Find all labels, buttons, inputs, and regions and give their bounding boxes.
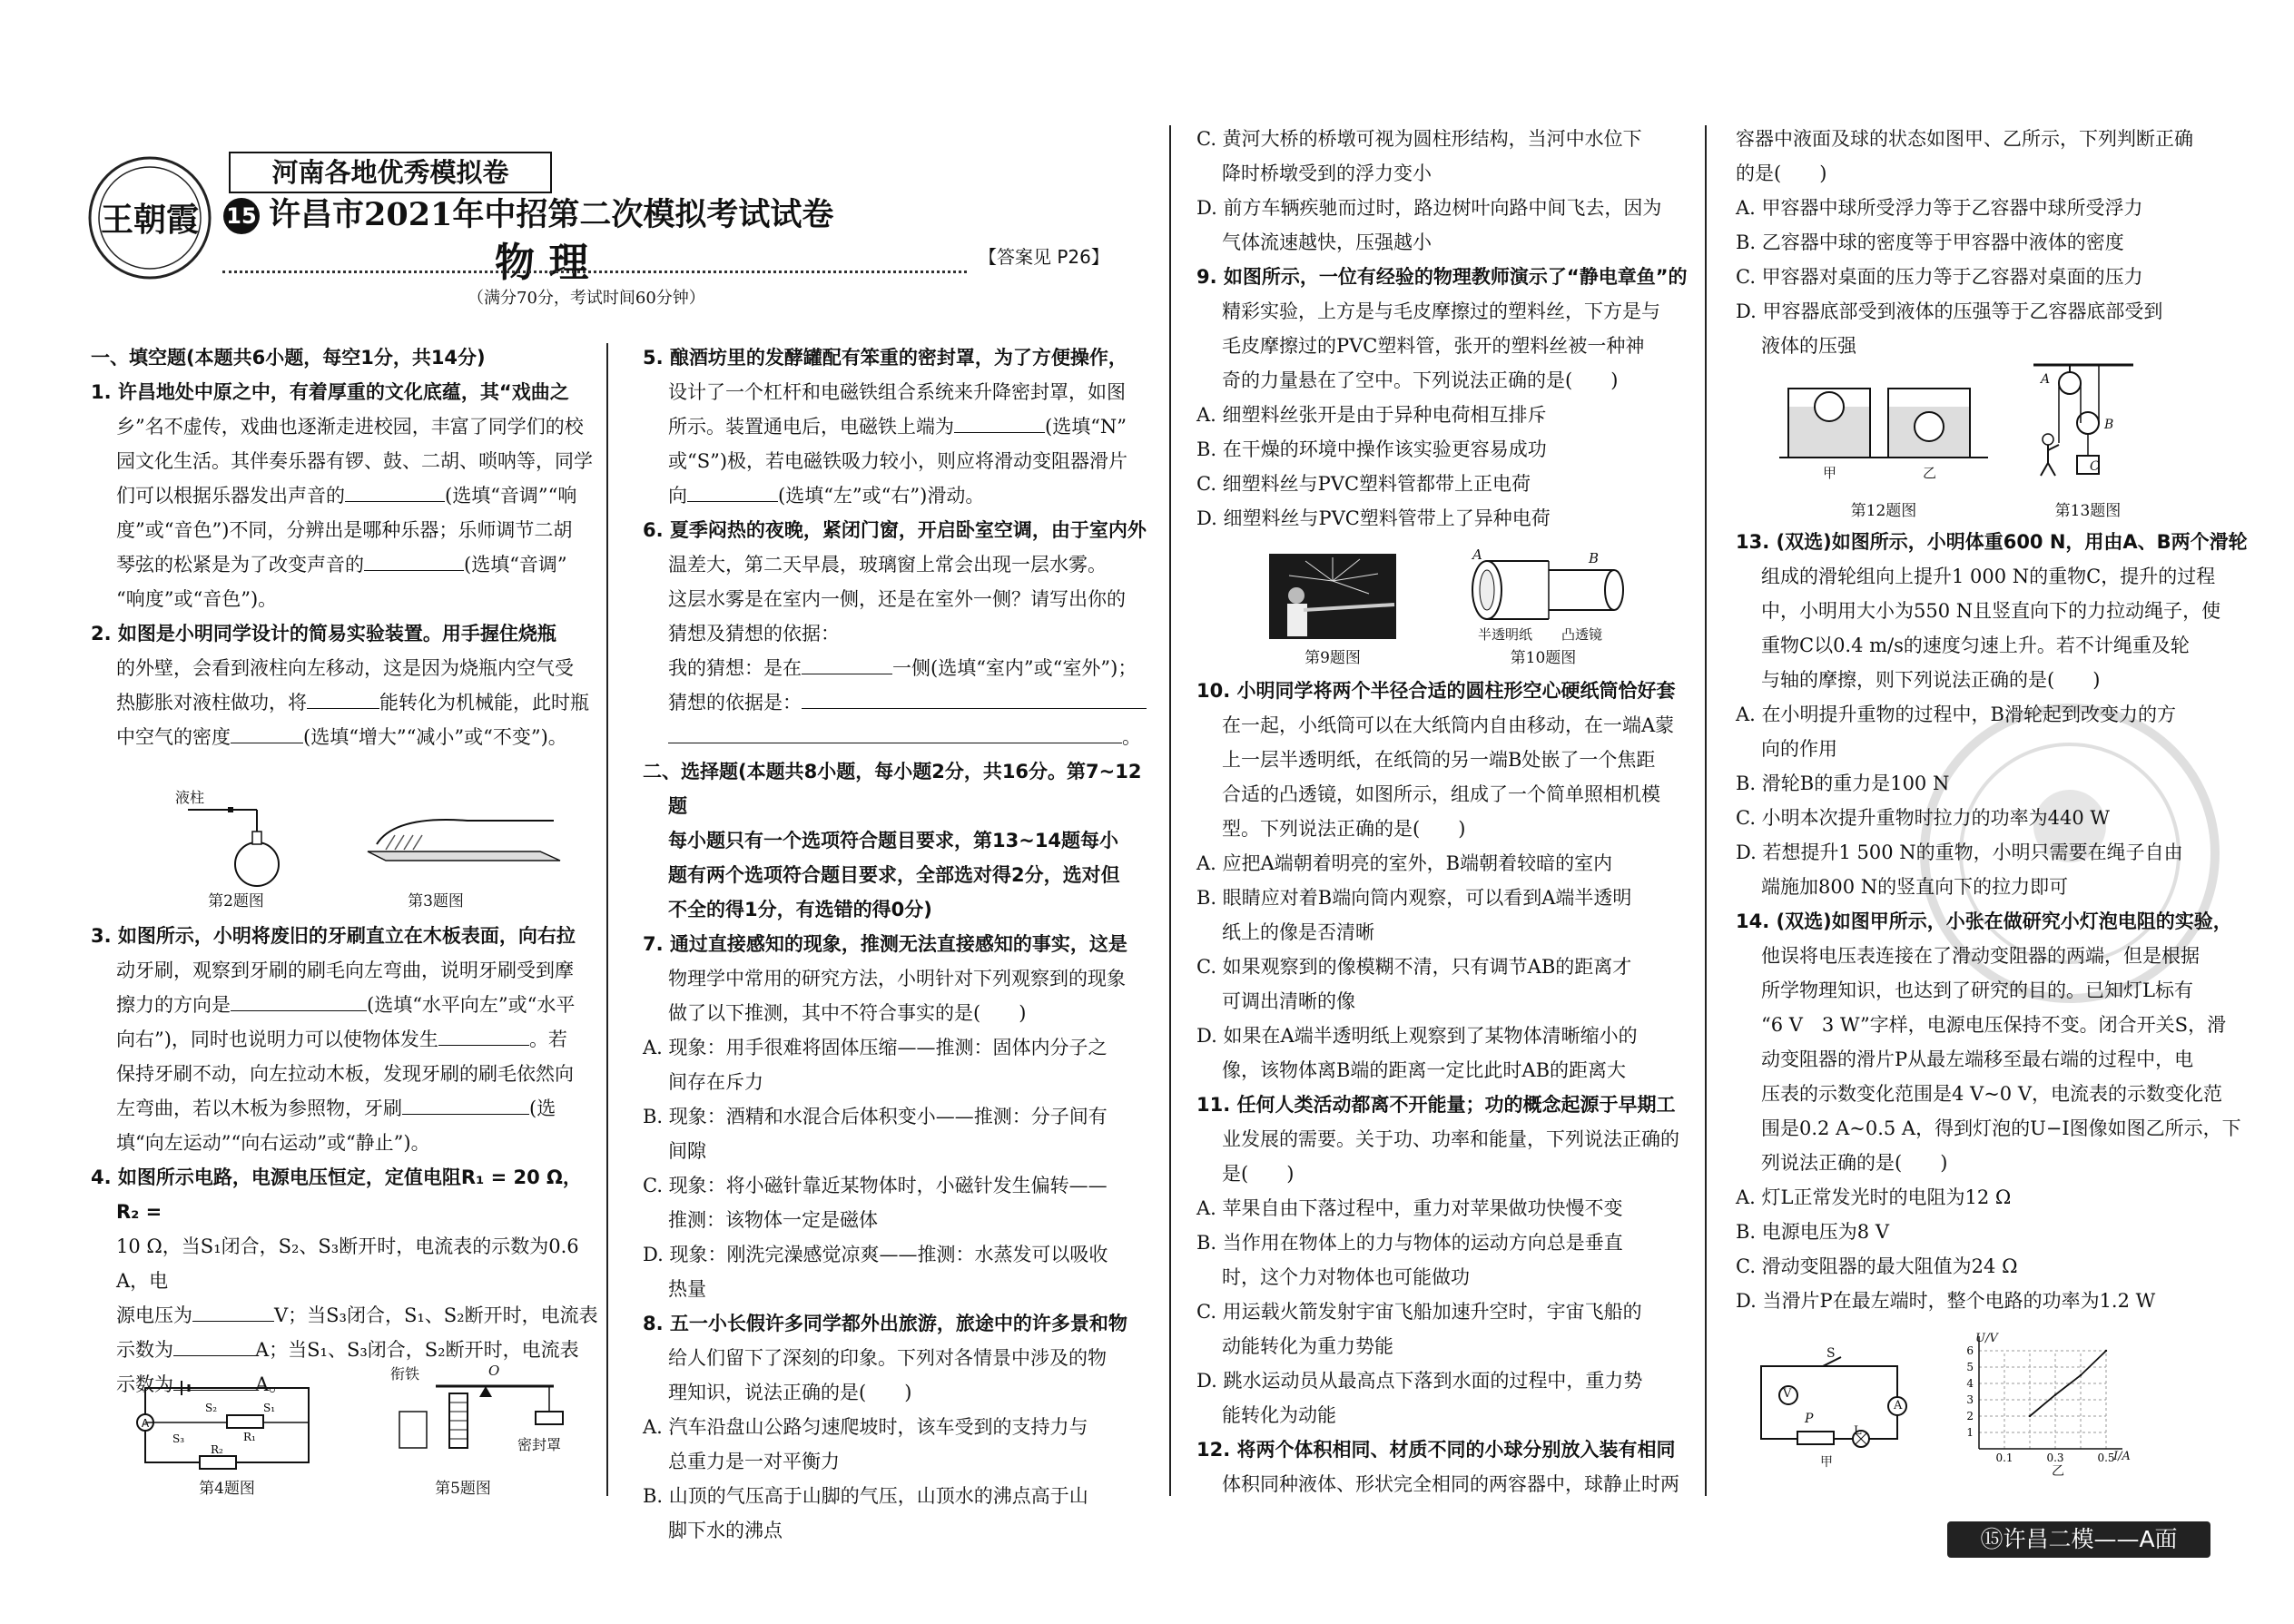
data-point bbox=[2054, 1393, 2056, 1395]
figure-9-caption: 第9题图 bbox=[1305, 649, 1361, 667]
figure-2 bbox=[177, 790, 286, 890]
column-divider bbox=[606, 343, 608, 1496]
question-14-option-a[interactable]: A. 灯L正常发光时的电阻为12 Ω bbox=[1736, 1186, 2012, 1208]
question-8: 8. 五一小长假许多同学都外出旅游，旅途中的许多景和物 给人们留下了深刻的印象。下列对各情景中涉及的物 理知识，说法正确的是( ) bbox=[643, 1313, 1127, 1403]
svg-text:A: A bbox=[141, 1417, 150, 1430]
column-4 bbox=[1736, 122, 2253, 363]
question-1: 1. 许昌地处中原之中，有着厚重的文化底蕴，其“戏曲之 乡”名不虚传，戏曲也逐渐走进校园，丰富了同学们的校 园文化生活。其伴奏乐器有锣、鼓、二胡、唢呐等，同学 们可以根据乐器发出声音的 (选填“音调”“响 度”或“音色”)不同，分辨出是哪种乐器；乐师调节二胡 琴弦的松紧是为了改变声音的 (选填“音调” “响度”或“音色”)。 bbox=[91, 381, 593, 610]
y-tick-label: 3 bbox=[1966, 1393, 1974, 1406]
brand-logo bbox=[86, 154, 213, 281]
answer-blank[interactable] bbox=[954, 413, 1045, 433]
question-9-option-d[interactable]: D. 细塑料丝与PVC塑料管带上了异种电荷 bbox=[1196, 507, 1551, 529]
fig10-label-a: A bbox=[1472, 546, 1482, 563]
series-title: 河南各地优秀模拟卷 bbox=[271, 157, 509, 188]
answer-blank[interactable] bbox=[173, 1336, 255, 1356]
fig12-label-yi: 乙 bbox=[1923, 465, 1937, 481]
question-10-option-d[interactable]: D. 如果在A端半透明纸上观察到了某物体清晰缩小的 像，该物体离B端的距离一定比此时AB的距离大 bbox=[1196, 1025, 1638, 1081]
fig13-label-b: B bbox=[2104, 418, 2114, 432]
exam-title: 许昌市2021年中招第二次模拟考试试卷 bbox=[269, 196, 834, 233]
subject-title: 物 理 bbox=[495, 240, 589, 286]
figure-14-circuit bbox=[1752, 1348, 1915, 1471]
section-2-title: 二、选择题(本题共8小题，每小题2分，共16分。第7~12题 每小题只有一个选项符合题目要求，第13~14题每小 题有两个选项符合题目要求，全部选对得2分，选对但 不全的得1分，有选错的得0分) bbox=[643, 761, 1142, 920]
column-divider bbox=[1169, 125, 1171, 1496]
answer-blank[interactable] bbox=[192, 1302, 274, 1322]
answer-blank[interactable] bbox=[687, 482, 778, 502]
number-badge: 15 bbox=[223, 198, 260, 234]
question-9-option-a[interactable]: A. 细塑料丝张开是由于异种电荷相互排斥 bbox=[1196, 404, 1547, 426]
question-8-option-a[interactable]: A. 汽车沿盘山公路匀速爬坡时，该车受到的支持力与 总重力是一对平衡力 bbox=[643, 1416, 1088, 1472]
question-7-option-c[interactable]: C. 现象：将小磁针靠近某物体时，小磁针发生偏转—— 推测：该物体一定是磁体 bbox=[643, 1175, 1108, 1231]
column-1 bbox=[91, 340, 599, 754]
question-6: 6. 夏季闷热的夜晚，紧闭门窗，开启卧室空调，由于室内外 温差大，第二天早晨，玻璃窗上常会出现一层水雾。 这层水雾是在室内一侧，还是在室外一侧？请写出你的 猜想及猜想的依据： 我的猜想：是在 一侧(选填“室内”或“室外”)； 猜想的依据是： 。 bbox=[643, 519, 1147, 748]
y-tick-label: 2 bbox=[1966, 1410, 1974, 1422]
column-divider bbox=[1705, 125, 1707, 1496]
y-tick-label: 5 bbox=[1966, 1361, 1974, 1373]
fig14-label-yi: 乙 bbox=[2052, 1464, 2064, 1479]
column-2 bbox=[643, 340, 1160, 1548]
figure-3 bbox=[359, 808, 567, 890]
question-11: 11. 任何人类活动都离不开能量；功的概念起源于早期工 业发展的需要。关于功、功率和能量，下列说法正确的 是( ) bbox=[1196, 1094, 1679, 1185]
question-12-option-b[interactable]: B. 乙容器中球的密度等于甲容器中液体的密度 bbox=[1736, 231, 2124, 253]
figure-5 bbox=[390, 1363, 572, 1475]
answer-blank[interactable] bbox=[438, 1026, 529, 1046]
fig14-label-jia: 甲 bbox=[1820, 1455, 1833, 1470]
question-7: 7. 通过直接感知的现象，推测无法直接感知的事实，这是 物理学中常用的研究方法，小明针对下列观察到的现象 做了以下推测，其中不符合事实的是( ) bbox=[643, 933, 1127, 1024]
liquid-column-label: 液柱 bbox=[175, 789, 205, 806]
fig14-label-a: A bbox=[1894, 1399, 1903, 1412]
question-13-option-a[interactable]: A. 在小明提升重物的过程中，B滑轮起到改变力的方 向的作用 bbox=[1736, 704, 2176, 760]
fig10-label-lens: 凸透镜 bbox=[1561, 626, 1603, 643]
column-3 bbox=[1196, 122, 1700, 536]
answer-blank[interactable] bbox=[231, 723, 303, 743]
figure-2-caption: 第2题图 bbox=[208, 892, 264, 910]
fig5-cover-label: 密封罩 bbox=[517, 1436, 562, 1453]
column-3-lower bbox=[1196, 674, 1700, 1501]
question-12-option-d[interactable]: D. 甲容器底部受到液体的压强等于乙容器底部受到 液体的压强 bbox=[1736, 300, 2163, 357]
column-4-lower bbox=[1736, 525, 2253, 1318]
y-tick-label: 4 bbox=[1966, 1377, 1974, 1390]
question-13-option-d[interactable]: D. 若想提升1 500 N的重物，小明只需要在绳子自由 端施加800 N的竖直向下的拉力即可 bbox=[1736, 842, 2183, 898]
section-1-title: 一、填空题(本题共6小题，每空1分，共14分) bbox=[91, 347, 486, 369]
answer-blank[interactable] bbox=[345, 482, 445, 502]
figure-13-caption: 第13题图 bbox=[2054, 502, 2122, 520]
fig14-label-l: L bbox=[1854, 1424, 1862, 1438]
y-tick-label: 1 bbox=[1966, 1426, 1974, 1439]
fig10-label-b: B bbox=[1589, 550, 1600, 566]
question-13-option-c[interactable]: C. 小明本次提升重物时拉力的功率为440 W bbox=[1736, 807, 2111, 829]
figure-9-photo bbox=[1269, 554, 1396, 639]
question-12-continued: 容器中液面及球的状态如图甲、乙所示，下列判断正确 的是( ) bbox=[1736, 128, 2193, 184]
figure-10-caption: 第10题图 bbox=[1510, 649, 1577, 667]
fig14-label-v: V bbox=[1783, 1387, 1792, 1401]
question-14-option-d[interactable]: D. 当滑片P在最左端时，整个电路的功率为1.2 W bbox=[1736, 1290, 2156, 1312]
chart-y-label: U/V bbox=[1975, 1332, 1998, 1345]
question-12-option-c[interactable]: C. 甲容器对桌面的压力等于乙容器对桌面的压力 bbox=[1736, 266, 2143, 288]
question-10-option-a[interactable]: A. 应把A端朝着明亮的室外，B端朝着较暗的室内 bbox=[1196, 852, 1613, 874]
footer-label: ⑮许昌二模——A面 bbox=[1980, 1526, 2178, 1552]
series-banner bbox=[229, 152, 552, 193]
svg-text:S₁: S₁ bbox=[263, 1402, 276, 1414]
question-9: 9. 如图所示，一位有经验的物理教师演示了“静电章鱼”的 精彩实验，上方是与毛皮摩擦过的塑料丝，下方是与 毛皮摩擦过的PVC塑料管，张开的塑料丝被一种神 奇的力量悬在了空中。下列说法正确的是( ) bbox=[1196, 266, 1688, 391]
question-4: 4. 如图所示电路，电源电压恒定，定值电阻R₁ = 20 Ω，R₂ = 10 Ω，当S₁闭合，S₂、S₃断开时，电流表的示数为0.6 A，电 源电压为 V；当S₃闭合，S₁、S₂断开时，电流表 示数为 A；当S₁、S₃闭合，S₂断开时，电流表 示数为 A。 bbox=[91, 1166, 598, 1395]
svg-text:R₁: R₁ bbox=[243, 1431, 256, 1443]
question-12: 12. 将两个体积相同、材质不同的小球分别放入装有相同 体积同种液体、形状完全相同的两容器中，球静止时两 bbox=[1196, 1439, 1679, 1495]
fig5-pivot-label: O bbox=[488, 1363, 500, 1379]
fig14-label-s: S bbox=[1826, 1346, 1836, 1361]
figure-4-caption: 第4题图 bbox=[199, 1480, 255, 1498]
svg-text:王朝霞: 王朝霞 bbox=[100, 201, 200, 239]
header-rule bbox=[222, 271, 967, 273]
question-8-option-d[interactable]: D. 前方车辆疾驰而过时，路边树叶向路中间飞去，因为 气体流速越快，压强越小 bbox=[1196, 197, 1662, 253]
answer-blank[interactable] bbox=[802, 655, 892, 674]
question-13: 13. (双选)如图所示，小明体重600 N，用由A、B两个滑轮 组成的滑轮组向上提升1 000 N的重物C，提升的过程 中，小明用大小为550 N且竖直向下的力拉动绳子，使 重物C以0.4 m/s的速度匀速上升。若不计绳重及轮 与轴的摩擦，则下列说法正确的是( ) bbox=[1736, 531, 2248, 691]
data-point bbox=[2029, 1415, 2031, 1417]
data-point bbox=[2080, 1374, 2082, 1376]
svg-text:S₂: S₂ bbox=[205, 1402, 218, 1414]
question-14-option-b[interactable]: B. 电源电压为8 V bbox=[1736, 1221, 1889, 1243]
svg-text:R₂: R₂ bbox=[211, 1443, 223, 1456]
figure-10 bbox=[1462, 546, 1634, 650]
exam-meta: （满分70分，考试时间60分钟） bbox=[468, 289, 705, 308]
question-11-option-a[interactable]: A. 苹果自由下落过程中，重力对苹果做功快慢不变 bbox=[1196, 1197, 1623, 1219]
question-8-option-c[interactable]: C. 黄河大桥的桥墩可视为圆柱形结构，当河中水位下 降时桥墩受到的浮力变小 bbox=[1196, 128, 1642, 184]
question-10: 10. 小明同学将两个半径合适的圆柱形空心硬纸筒恰好套 在一起，小纸筒可以在大纸筒内自由移动，在一端A蒙 上一层半透明纸，在纸筒的另一端B处嵌了一个焦距 合适的凸透镜，如图所示，组成了一个简单照相机模 型。下列说法正确的是( ) bbox=[1196, 680, 1676, 840]
question-8-option-b[interactable]: B. 山顶的气压高于山脚的气压，山顶水的沸点高于山 脚下水的沸点 bbox=[643, 1485, 1088, 1541]
question-3: 3. 如图所示，小明将废旧的牙刷直立在木板表面，向右拉 动牙刷，观察到牙刷的刷毛向左弯曲，说明牙刷受到摩 擦力的方向是 (选填“水平向左”或“水平 向右”)，同时也说明力可以使物体发生 。若 保持牙刷不动，向左拉动木板，发现牙刷的刷毛依然向 左弯曲，若以木板为参照物，牙刷 (选 填“向左运动”“向右运动”或“静止”)。 bbox=[91, 925, 576, 1154]
question-7-option-a[interactable]: A. 现象：用手很难将固体压缩——推测：固体内分子之 间存在斥力 bbox=[643, 1037, 1108, 1093]
question-14: 14. (双选)如图甲所示，小张在做研究小灯泡电阻的实验， 他误将电压表连接在了滑动变阻器的两端，但是根据 所学物理知识，也达到了研究的目的。已知灯L标有 “6 V 3 W”字样，电源电压保持不变。闭合开关S，滑 动变阻器的滑片P从最左端移至最右端的过程中，电 压表的示数变化范围是4 V~0 V，电流表的示数变化范 围是0.2 A~0.5 A，得到灯泡的U−I图像如图乙所示，下 列说法正确的是( ) bbox=[1736, 910, 2241, 1174]
figure-12-caption: 第12题图 bbox=[1850, 502, 1917, 520]
question-11-option-d[interactable]: D. 跳水运动员从最高点下落到水面的过程中，重力势 能转化为动能 bbox=[1196, 1370, 1643, 1426]
footer-tab bbox=[1947, 1521, 2210, 1558]
figure-5-caption: 第5题图 bbox=[435, 1480, 491, 1498]
column-1-lower bbox=[91, 919, 599, 1402]
answer-blank[interactable] bbox=[402, 1095, 529, 1115]
question-12-option-a[interactable]: A. 甲容器中球所受浮力等于乙容器中球所受浮力 bbox=[1736, 197, 2143, 219]
question-2: 2. 如图是小明同学设计的简易实验装置。用手握住烧瓶 的外壁，会看到液柱向左移动，这是因为烧瓶内空气受 热膨胀对液柱做功，将 能转化为机械能，此时瓶 中空气的密度 (选填“增大”“减小”或“不变”)。 bbox=[91, 623, 589, 748]
question-11-option-b[interactable]: B. 当作用在物体上的力与物体的运动方向总是垂直 时，这个力对物体也可能做功 bbox=[1196, 1232, 1623, 1288]
x-tick-label: 0.1 bbox=[1995, 1452, 2013, 1464]
fig10-label-paper: 半透明纸 bbox=[1478, 626, 1533, 643]
figure-12 bbox=[1779, 370, 1988, 479]
figure-3-caption: 第3题图 bbox=[408, 892, 464, 910]
x-tick-label: 0.5 bbox=[2097, 1452, 2115, 1464]
figure-13 bbox=[2033, 361, 2133, 479]
question-11-option-c[interactable]: C. 用运载火箭发射宇宙飞船加速升空时，宇宙飞船的 动能转化为重力势能 bbox=[1196, 1301, 1642, 1357]
fig13-label-c: C bbox=[2090, 459, 2100, 474]
question-10-option-c[interactable]: C. 如果观察到的像模糊不清，只有调节AB的距离才 可调出清晰的像 bbox=[1196, 956, 1632, 1012]
answer-blank[interactable] bbox=[307, 689, 379, 709]
x-tick-label: 0.3 bbox=[2046, 1452, 2064, 1464]
figure-14-graph bbox=[1952, 1334, 2142, 1480]
answer-blank[interactable] bbox=[668, 723, 1122, 743]
answer-blank[interactable] bbox=[231, 991, 367, 1011]
question-10-option-b[interactable]: B. 眼睛应对着B端向筒内观察，可以看到A端半透明 纸上的像是否清晰 bbox=[1196, 887, 1632, 943]
question-7-option-d[interactable]: D. 现象：刚洗完澡感觉凉爽——推测：水蒸发可以吸收 热量 bbox=[643, 1244, 1108, 1300]
chart-x-label: I/A bbox=[2113, 1450, 2131, 1463]
answer-blank[interactable] bbox=[364, 551, 464, 571]
fig14-label-p: P bbox=[1805, 1412, 1814, 1426]
data-point bbox=[2105, 1350, 2107, 1352]
question-13-option-b[interactable]: B. 滑轮B的重力是100 N bbox=[1736, 773, 1950, 794]
question-9-option-c[interactable]: C. 细塑料丝与PVC塑料管都带上正电荷 bbox=[1196, 473, 1531, 495]
fig5-armature-label: 衔铁 bbox=[390, 1365, 420, 1383]
fig12-label-jia: 甲 bbox=[1823, 465, 1837, 481]
y-tick-label: 6 bbox=[1966, 1344, 1974, 1357]
question-14-option-c[interactable]: C. 滑动变阻器的最大阻值为24 Ω bbox=[1736, 1255, 2018, 1277]
answer-ref: 【答案见 P26】 bbox=[979, 246, 1109, 268]
ui-chart bbox=[1952, 1334, 2142, 1462]
question-7-option-b[interactable]: B. 现象：酒精和水混合后体积变小——推测：分子间有 间隙 bbox=[643, 1106, 1108, 1162]
question-5: 5. 酿酒坊里的发酵罐配有笨重的密封罩，为了方便操作， 设计了一个杠杆和电磁铁组合系统来升降密封罩，如图 所示。装置通电后，电磁铁上端为 (选填“N” 或“S”)极，若电磁铁吸力较小，则应将滑动变阻器滑片 向 (选填“左”或“右”)滑动。 bbox=[643, 347, 1128, 507]
figure-4 bbox=[127, 1375, 327, 1475]
answer-blank[interactable] bbox=[802, 689, 1147, 709]
fig13-label-a: A bbox=[2041, 372, 2051, 387]
svg-text:S₃: S₃ bbox=[172, 1432, 185, 1445]
question-9-option-b[interactable]: B. 在干燥的环境中操作该实验更容易成功 bbox=[1196, 438, 1547, 460]
